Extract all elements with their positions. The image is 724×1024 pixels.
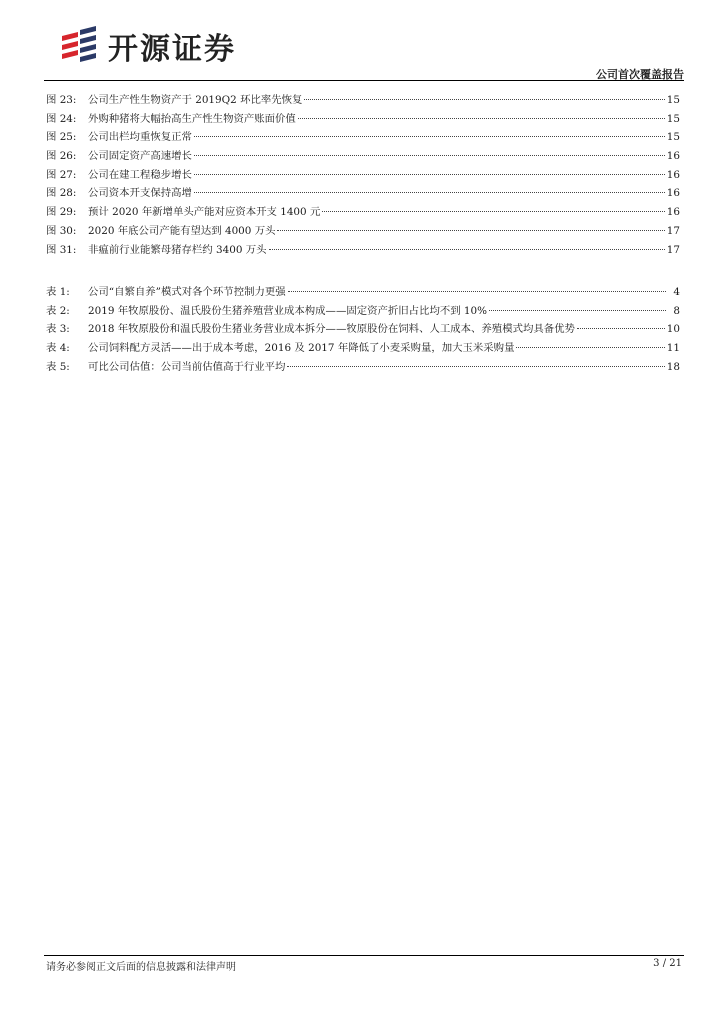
figure-page: 15: [666, 112, 680, 125]
figure-entry[interactable]: [46, 110, 680, 129]
table-label: 表 1:: [46, 286, 70, 298]
dot-leader: [277, 230, 664, 231]
table-entry[interactable]: [46, 358, 680, 377]
dot-leader: [516, 347, 664, 348]
figure-entry[interactable]: [46, 241, 680, 260]
figure-page: 17: [666, 224, 680, 237]
figure-title: 公司固定资产高速增长: [88, 150, 192, 163]
dot-leader: [194, 192, 665, 193]
figure-title: 公司资本开支保持高增: [88, 187, 192, 200]
figure-title: 公司在建工程稳步增长: [88, 168, 192, 181]
figure-title: 2020 年底公司产能有望达到 4000 万头: [88, 224, 276, 237]
tables-list: [46, 283, 680, 376]
figure-label: 图 30:: [46, 224, 77, 237]
kaiyuan-logo-icon: [58, 26, 100, 66]
figure-title: 公司生产性生物资产于 2019Q2 环比率先恢复: [88, 94, 303, 106]
figure-entry[interactable]: [46, 184, 680, 203]
figure-entry[interactable]: [46, 91, 680, 110]
dot-leader: [577, 328, 665, 329]
footer-divider: [44, 955, 684, 956]
dot-leader: [298, 118, 665, 119]
table-entry[interactable]: [46, 302, 680, 321]
table-label: 表 4:: [46, 342, 70, 355]
figure-title: 外购种猪将大幅抬高生产性生物资产账面价值: [88, 112, 296, 125]
table-title: 公司“自繁自养”模式对各个环节控制力更强: [88, 286, 286, 298]
report-type-label: 公司首次覆盖报告: [596, 68, 684, 81]
figure-title: 非瘟前行业能繁母猪存栏约 3400 万头: [88, 243, 267, 256]
figure-page: 15: [666, 94, 680, 106]
figure-title: 公司出栏均重恢复正常: [88, 131, 192, 144]
table-label: 表 2:: [46, 304, 70, 317]
header-divider: [44, 80, 684, 81]
dot-leader: [194, 174, 665, 175]
table-page: 10: [666, 323, 680, 336]
table-title: 2019 年牧原股份、温氏股份生猪养殖营业成本构成——固定资产折旧占比均不到 10%: [88, 304, 488, 317]
figure-page: 17: [666, 243, 680, 256]
figures-list: [46, 91, 680, 259]
figure-label: 图 29:: [46, 206, 77, 219]
figure-label: 图 26:: [46, 150, 77, 163]
figure-page: 15: [666, 131, 680, 144]
table-entry[interactable]: [46, 283, 680, 302]
figure-label: 图 31:: [46, 243, 77, 256]
dot-leader: [288, 291, 666, 292]
table-title: 公司饲料配方灵活——出于成本考虑，2016 及 2017 年降低了小麦采购量，加大玉米采购量: [88, 342, 515, 355]
figure-label: 图 23:: [46, 94, 77, 106]
figure-label: 图 28:: [46, 187, 77, 200]
table-page: 8: [673, 304, 680, 317]
logo-wordmark: 开源证券: [108, 32, 236, 67]
table-title: 可比公司估值：公司当前估值高于行业平均: [88, 360, 286, 373]
figure-entry[interactable]: [46, 166, 680, 185]
table-title: 2018 年牧原股份和温氏股份生猪业务营业成本拆分——牧原股份在饲料、人工成本、养殖模式均具备优势: [88, 323, 575, 336]
dot-leader: [489, 310, 666, 311]
figure-label: 图 27:: [46, 168, 77, 181]
footer-disclaimer: 请务必参阅正文后面的信息披露和法律声明: [46, 962, 236, 973]
figure-page: 16: [666, 168, 680, 181]
table-label: 表 3:: [46, 323, 70, 336]
figure-page: 16: [666, 206, 680, 219]
kaiyuan-securities-logo: [58, 24, 278, 68]
figure-entry[interactable]: [46, 203, 680, 222]
figure-label: 图 24:: [46, 112, 77, 125]
table-label: 表 5:: [46, 360, 70, 373]
dot-leader: [322, 211, 664, 212]
table-entry[interactable]: [46, 339, 680, 358]
page-header: [44, 22, 684, 82]
table-entry[interactable]: [46, 320, 680, 339]
dot-leader: [269, 249, 665, 250]
page-number: 3 / 21: [653, 958, 682, 969]
dot-leader: [304, 99, 664, 100]
figure-entry[interactable]: [46, 147, 680, 166]
table-page: 11: [666, 342, 680, 355]
table-page: 18: [666, 360, 680, 373]
figure-entry[interactable]: [46, 128, 680, 147]
figure-page: 16: [666, 150, 680, 163]
dot-leader: [194, 136, 665, 137]
dot-leader: [194, 155, 665, 156]
figure-entry[interactable]: [46, 222, 680, 241]
table-page: 4: [673, 286, 680, 298]
figure-label: 图 25:: [46, 131, 77, 144]
figure-page: 16: [666, 187, 680, 200]
figure-title: 预计 2020 年新增单头产能对应资本开支 1400 元: [88, 206, 321, 219]
dot-leader: [287, 366, 664, 367]
